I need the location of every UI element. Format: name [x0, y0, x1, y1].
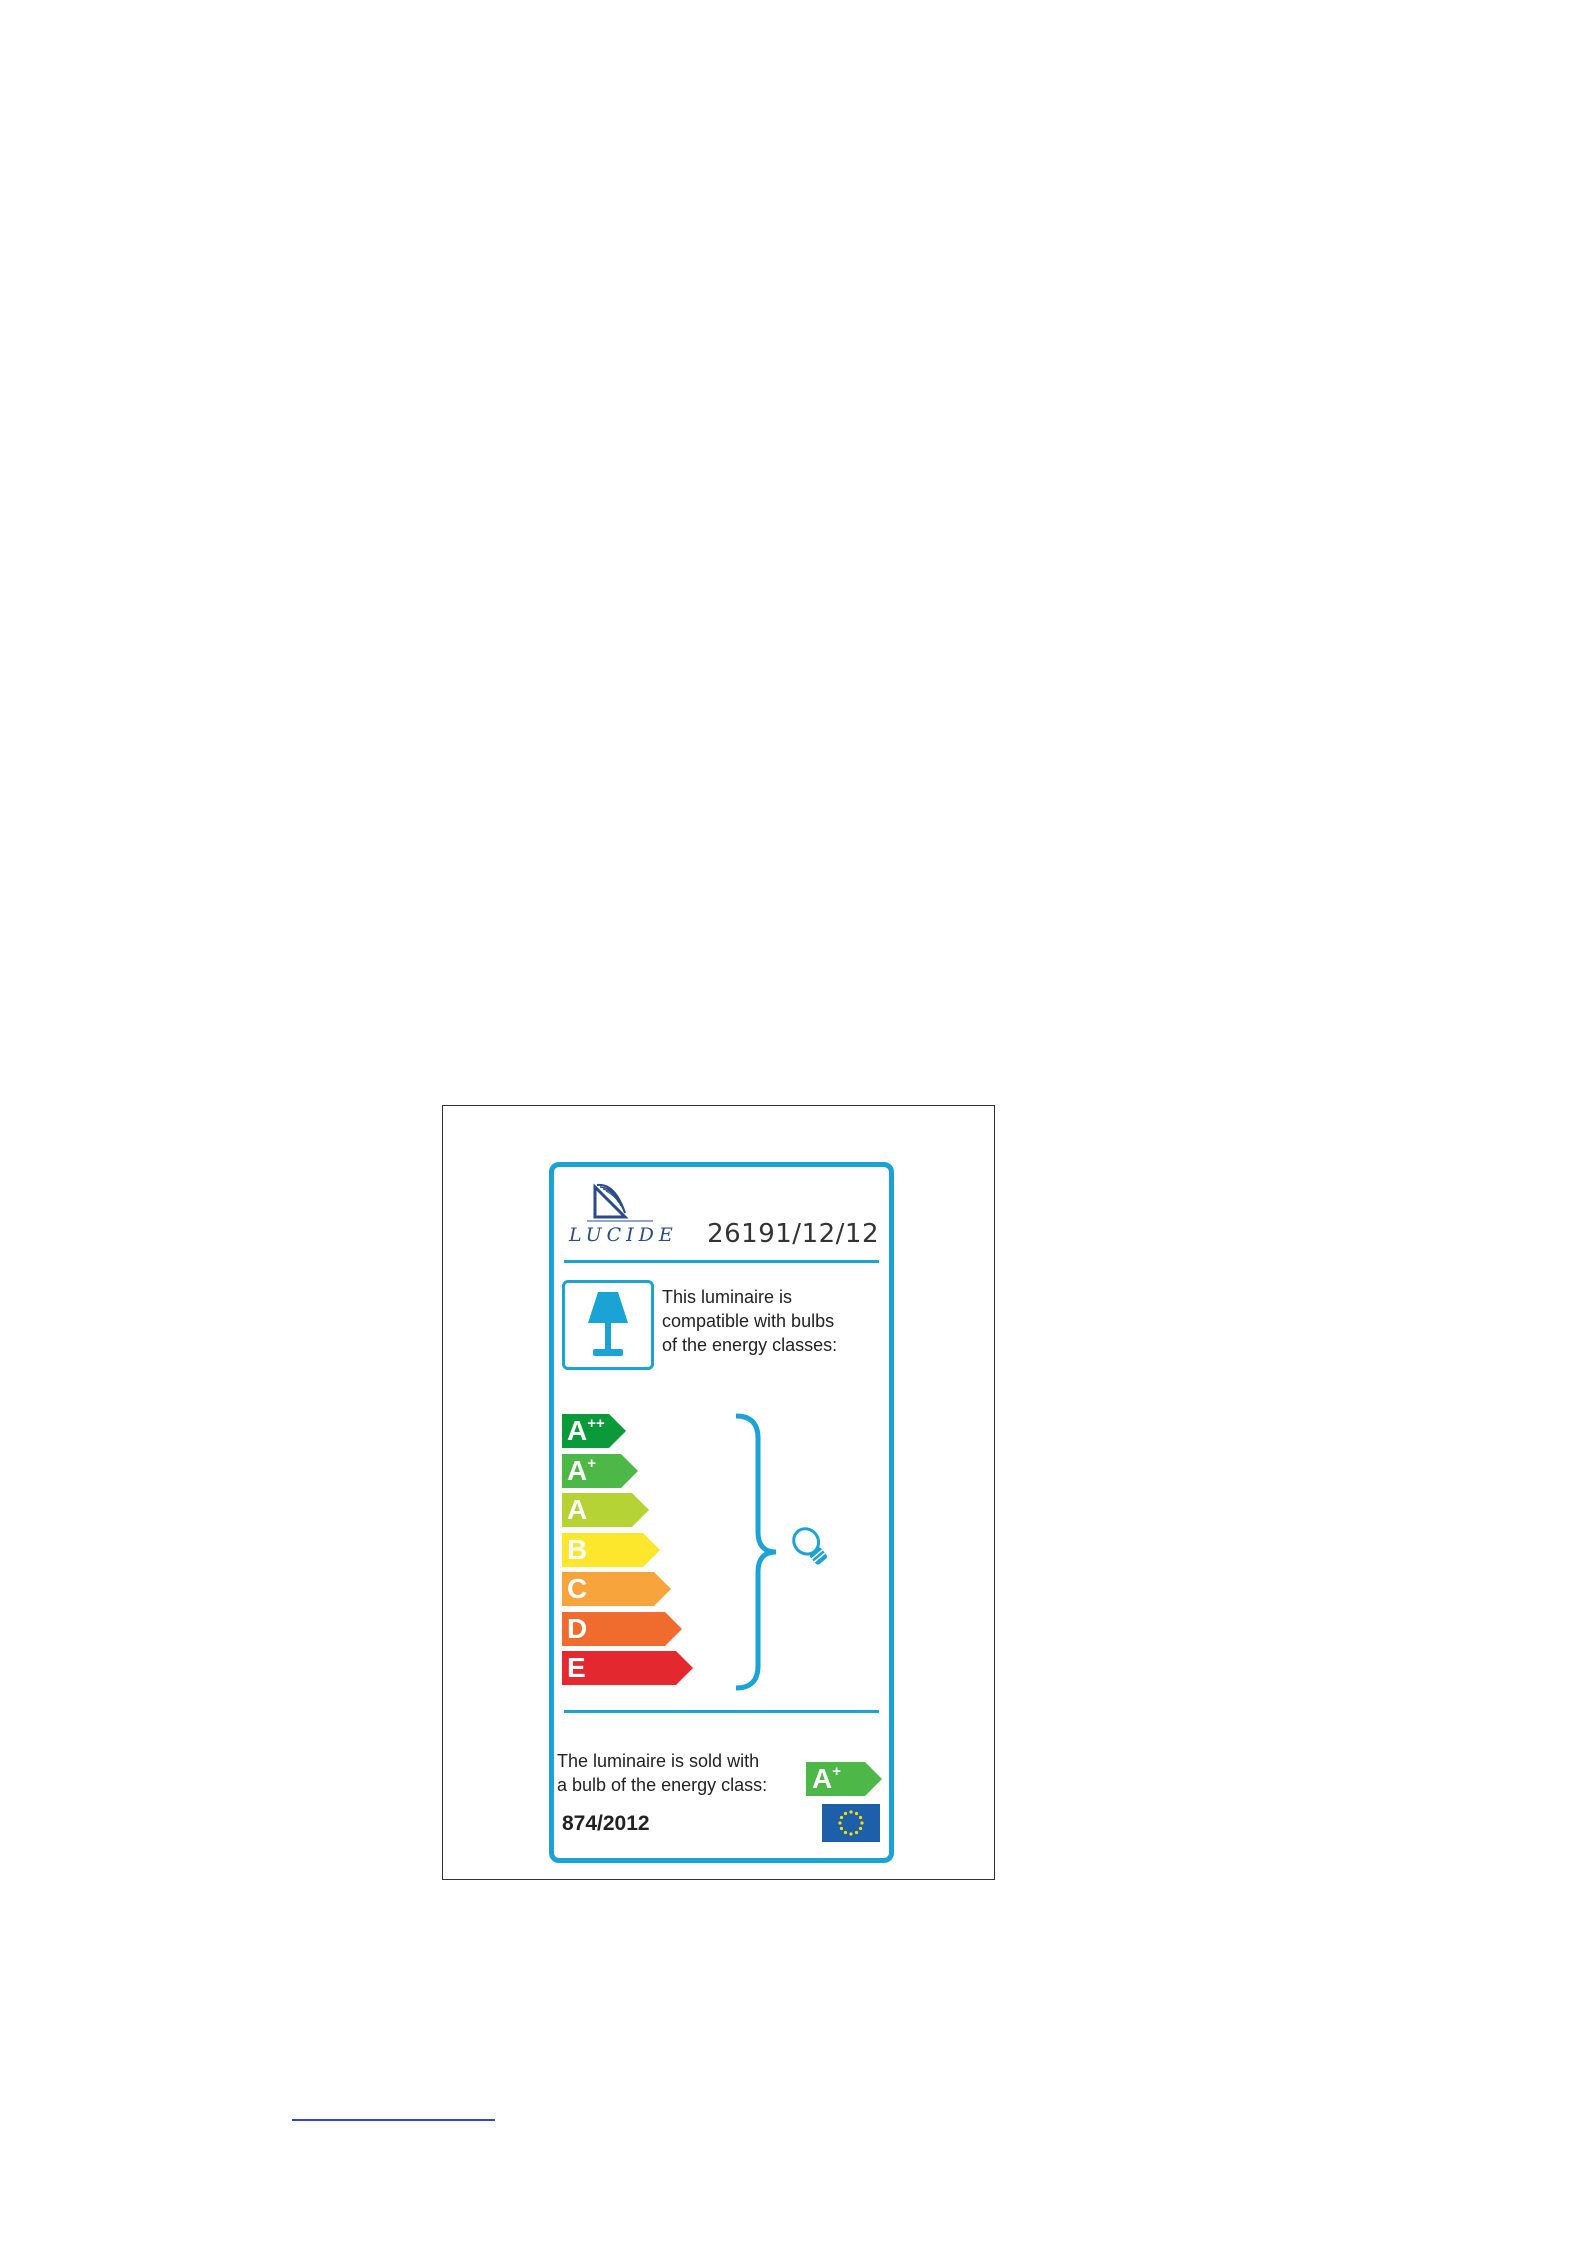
regulation-number: 874/2012 — [562, 1812, 650, 1835]
class-superscript: + — [832, 1763, 841, 1780]
eu-star — [860, 1821, 863, 1824]
sold-with-text — [557, 1749, 767, 1797]
svg-text:LUCIDE: LUCIDE — [569, 1224, 678, 1246]
bottom-divider — [564, 1710, 879, 1713]
energy-label — [549, 1162, 894, 1863]
class-letter: D — [567, 1612, 588, 1644]
compatibility-line: compatible with bulbs — [662, 1311, 835, 1331]
class-superscript: ++ — [587, 1415, 605, 1432]
sold-with-line: a bulb of the energy class: — [557, 1775, 768, 1795]
eu-star — [838, 1821, 841, 1824]
eu-flag-icon — [822, 1804, 880, 1842]
eu-star — [855, 1812, 858, 1815]
class-letter: E — [567, 1652, 586, 1683]
class-superscript: + — [587, 1454, 596, 1472]
lucide-logo-icon — [567, 1179, 678, 1247]
eu-star — [859, 1827, 862, 1830]
class-letter: C — [567, 1573, 588, 1604]
curly-bracket-icon — [734, 1414, 864, 1694]
model-number: 26191/12/12 — [707, 1219, 879, 1249]
class-letter: B — [567, 1533, 588, 1565]
compatibility-line: of the energy classes: — [662, 1335, 838, 1355]
eu-star — [855, 1831, 858, 1834]
eu-star — [859, 1816, 862, 1819]
class-letter: A — [567, 1415, 588, 1446]
eu-star — [840, 1816, 843, 1819]
eu-star — [844, 1831, 847, 1834]
eu-star — [844, 1812, 847, 1815]
compatibility-line: This luminaire is — [662, 1287, 793, 1307]
class-letter: A — [567, 1494, 588, 1525]
class-letter: A — [812, 1763, 833, 1794]
table-lamp-icon — [562, 1280, 654, 1370]
class-letter: A — [567, 1454, 588, 1486]
top-divider — [564, 1260, 879, 1263]
sold-with-line: The luminaire is sold with — [557, 1751, 760, 1771]
eu-star — [840, 1827, 843, 1830]
eu-star — [849, 1832, 852, 1835]
footer-link[interactable] — [292, 2097, 495, 2121]
light-bulb-icon — [789, 1524, 832, 1569]
compatibility-text — [662, 1285, 837, 1357]
eu-star — [849, 1810, 852, 1813]
